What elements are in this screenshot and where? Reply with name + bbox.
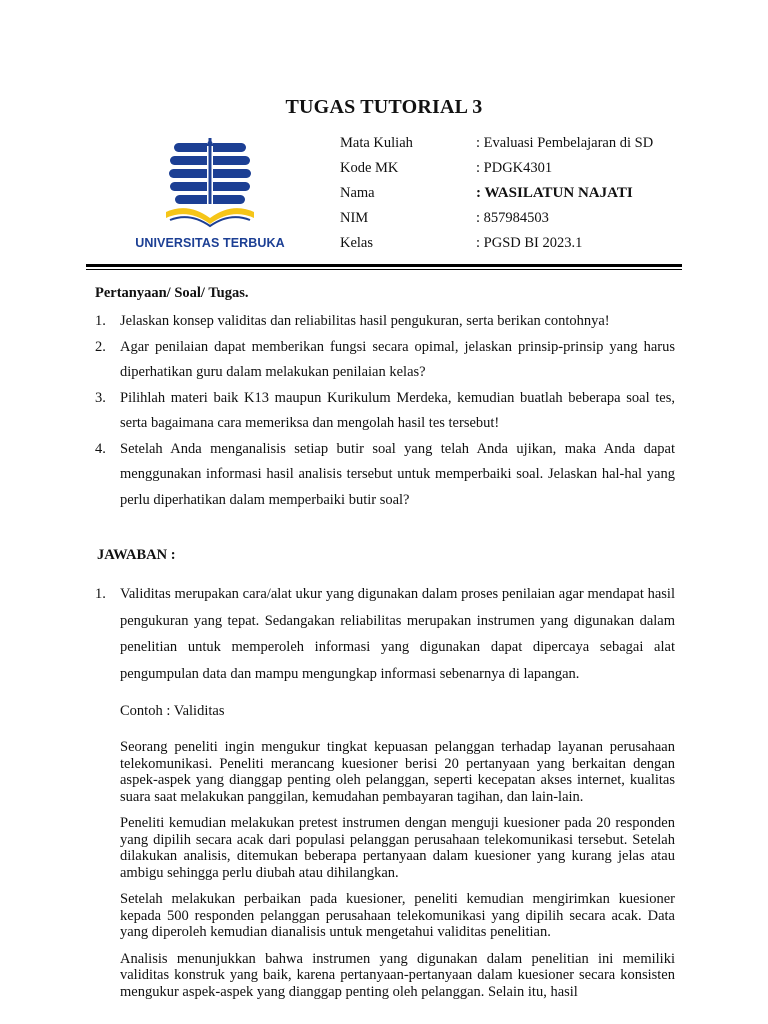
answer-list [95,581,675,687]
example-paragraph: Setelah melakukan perbaikan pada kuesioner, peneliti kemudian mengirimkan kuesioner kepada 500 responden pelanggan perusahaan telekomunikasi yang dipilih secara acak. Data yang diperoleh kemudian dianalisis untuk mengetahui validitas penelitian. [120,891,675,940]
question-text: Pilihlah materi baik K13 maupun Kurikulum Merdeka, kemudian buatlah beberapa soal tes, serta bagaimana cara memeriksa dan mengolah hasil tes tersebut! [120,389,675,431]
logo-text: UNIVERSITAS TERBUKA [135,236,285,250]
page-title: TUGAS TUTORIAL 3 [285,96,483,118]
question-text: Setelah Anda menganalisis setiap butir soal yang telah Anda ujikan, maka Anda dapat menggunakan informasi hasil analisis tersebut untuk memperbaiki soal. Jelaskan hal-hal yang perlu diperhatikan dalam memperbaiki butir soal? [120,440,675,508]
document-body [95,283,675,1000]
info-value: : PDGK4301 [476,160,553,176]
question-list [95,309,675,513]
header-divider-thin [86,269,682,270]
info-value: : 857984503 [476,210,549,226]
example-paragraph: Seorang peneliti ingin mengukur tingkat kepuasan pelanggan terhadap layanan perusahaan telekomunikasi. Peneliti merancang kuesioner berisi 20 pertanyaan yang berkaitan dengan aspek-aspek yang dianggap penting oleh pelanggan, seperti kecepatan akses internet, kualitas suara saat melakukan panggilan, kemudahan pembayaran tagihan, dan lain-lain. [120,739,675,805]
answers-heading: JAWABAN : [97,547,176,563]
info-label: Mata Kuliah [340,135,413,151]
question-item [95,386,675,437]
header-divider-thick [86,264,682,267]
example-paragraph: Analisis menunjukkan bahwa instrumen yang digunakan dalam penelitian ini memiliki validitas konstruk yang baik, karena pertanyaan-pertanyaan dalam kuesioner secara konsisten mengukur aspek-aspek yang dianggap penting oleh pelanggan. Selain itu, hasil [120,950,675,1000]
item-number: 1. [95,313,106,329]
questions-heading: Pertanyaan/ Soal/ Tugas. [95,285,249,301]
item-number: 4. [95,440,106,457]
item-number: 2. [95,338,106,355]
answer-text: Validitas merupakan cara/alat ukur yang digunakan dalam proses penilaian agar mendapat hasil pengukuran yang tepat. Sedangakan reliabilitas merupakan instrumen yang digunakan dalam penelitian untuk memperoleh informasi yang digunakan dapat dipercaya sebagai alat pengumpulan data dan mampu mengungkap informasi sebenarnya di lapangan. [120,586,675,682]
info-label: Kelas [340,235,374,251]
info-label: Kode MK [340,160,399,176]
item-number: 3. [95,389,106,406]
student-name: : WASILATUN NAJATI [476,185,633,201]
answer-item [95,581,675,687]
example-paragraph: Peneliti kemudian melakukan pretest instrumen dengan menguji kuesioner pada 20 responden yang dipilih secara acak dari populasi pelanggan perusahaan telekomunikasi tersebut. Setelah dilakukan analisis, ditemukan beberapa pertanyaan dalam kuesioner yang kurang jelas atau ambigu sehingga perlu diubah atau dihilangkan. [120,815,675,881]
info-value: : PGSD BI 2023.1 [476,235,583,251]
question-item [95,437,675,514]
example-title: Contoh : Validitas [120,703,225,719]
info-value: : Evaluasi Pembelajaran di SD [476,135,654,151]
info-label: NIM [340,210,369,226]
question-text: Jelaskan konsep validitas dan reliabilitas hasil pengukuran, serta berikan contohnya! [120,313,610,329]
question-item [95,309,675,335]
question-item [95,335,675,386]
info-label: Nama [340,185,375,201]
question-text: Agar penilaian dapat memberikan fungsi secara opimal, jelaskan prinsip-prinsip yang harus diperhatikan guru dalam melakukan penilaian kelas? [120,338,675,380]
item-number: 1. [95,586,106,602]
